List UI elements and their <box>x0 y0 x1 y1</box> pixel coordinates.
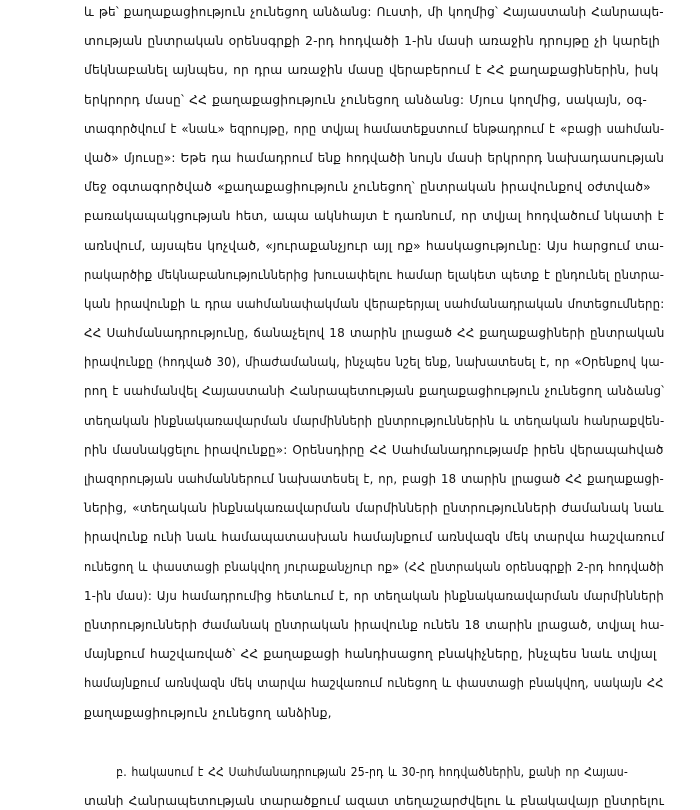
text-line: մեկնաբանել այնպես, որ դրա առաջին մասը վերաբերում է ՀՀ քաղաքացիներին, իսկ <box>84 63 659 78</box>
paragraph-1 <box>84 0 664 728</box>
text-line: և թե՝ քաղաքացիություն չունեցող անձանց: Ուստի, մի կողմից՝ Հայաստանի Հանրապե- <box>84 5 664 19</box>
text-line: մեջ օգտագործված «քաղաքացիություն չունեցող՝ ընտրական իրավունքով օժտված» <box>84 180 651 195</box>
text-line: բառակապակցության հետ, ապա ակնհայտ է դառնում, որ տվյալ հոդվածում նկատի է <box>84 209 665 224</box>
text-line: րին մասնակցելու իրավունքը»: Օրենսդիրը ՀՀ Սահմանադրությամբ իրեն վերապահված <box>84 442 664 457</box>
text-line: լիազորության սահմաններում նախատեսել է, որ, բացի 18 տարին լրացած ՀՀ քաղաքացի- <box>84 472 664 486</box>
text-line: 1-ին մաս): Այս համադրումից հետևում է, որ տեղական ինքնակառավարման մարմինների <box>84 588 664 603</box>
text-line: ունեցող և փաստացի բնակվող յուրաքանչյուր ոք» (ՀՀ ընտրական օրենսգրքի 2-րդ հոդվածի <box>84 559 664 574</box>
text-line: րակարծիք մեկնաբանություններից խուսափելու համար ելակետ պետք է ընդունել ընտրա- <box>84 267 665 282</box>
text-line: տանի Հանրապետության տարածքում ազատ տեղաշարժվելու և բնակավայր ընտրելու <box>84 794 664 809</box>
text-line: առնվում, այսպես կոչված, «յուրաքանչյուր այլ ոք» հասկացությունը: Այս հարցում տա- <box>84 238 665 253</box>
text-line: ված» մյուսը»: Եթե դա համադրում ենք հոդվածի նույն մասի երկրորդ նախադասության <box>84 150 665 165</box>
text-line: ներից, «տեղական ինքնակառավարման մարմինների ընտրությունների ժամանակ նաև <box>84 501 664 516</box>
text-line: բ. հակասում է ՀՀ Սահմանադրության 25-րդ և 30-րդ հոդվածներին, քանի որ Հայաս- <box>116 765 628 779</box>
text-line: ՀՀ Սահմանադրությունը, ճանաչելով 18 տարին լրացած ՀՀ քաղաքացիների ընտրական <box>84 326 665 341</box>
text-line: կան իրավունքի և դրա սահմանափակման վերաբերյալ սահմանադրական մոտեցումները: <box>84 296 665 311</box>
text-line: րող է սահմանվել Հայաստանի Հանրապետության քաղաքացիություն չունեցող անձանց՝ <box>84 384 665 399</box>
text-line: ընտրությունների ժամանակ ընտրական իրավունք ունեն 18 տարին լրացած, տվյալ հա- <box>84 617 665 632</box>
text-line: տագործվում է «նաև» եզրույթը, որը տվյալ համատեքստում ենթադրում է «բացի սահման- <box>84 121 665 136</box>
text-line: երկրորդ մասը՝ ՀՀ քաղաքացիություն չունեցող անձանց: Մյուս կողմից, սակայն, օգ- <box>84 92 647 107</box>
text-line: համայնքում առնվազն մեկ տարվա հաշվառում ունեցող և փաստացի բնակվող, սակայն ՀՀ <box>84 676 664 691</box>
text-line: քաղաքացիություն չունեցող անձինք, <box>84 705 332 720</box>
text-line: մայնքում հաշվառված՝ ՀՀ քաղաքացի հանդիսացող բնակիչները, ինչպես նաև տվյալ <box>84 647 657 662</box>
text-line: տության ընտրական օրենսգրքի 2-րդ հոդվածի 1-ին մասի առաջին դրույթը չի կարելի <box>84 34 660 49</box>
text-line: իրավունք ունի նաև համապատասխան համայնքում առնվազն մեկ տարվա հաշվառում <box>84 530 665 545</box>
text-line: տեղական ինքնակառավարման մարմինների ընտրություններին և տեղական հանրաքվեն- <box>84 413 665 428</box>
text-line: իրավունքը (հոդված 30), միաժամանակ, ինչպես նշել ենք, նախատեսել է, որ «Օրենքով կա- <box>84 355 665 370</box>
paragraph-2 <box>84 758 664 810</box>
